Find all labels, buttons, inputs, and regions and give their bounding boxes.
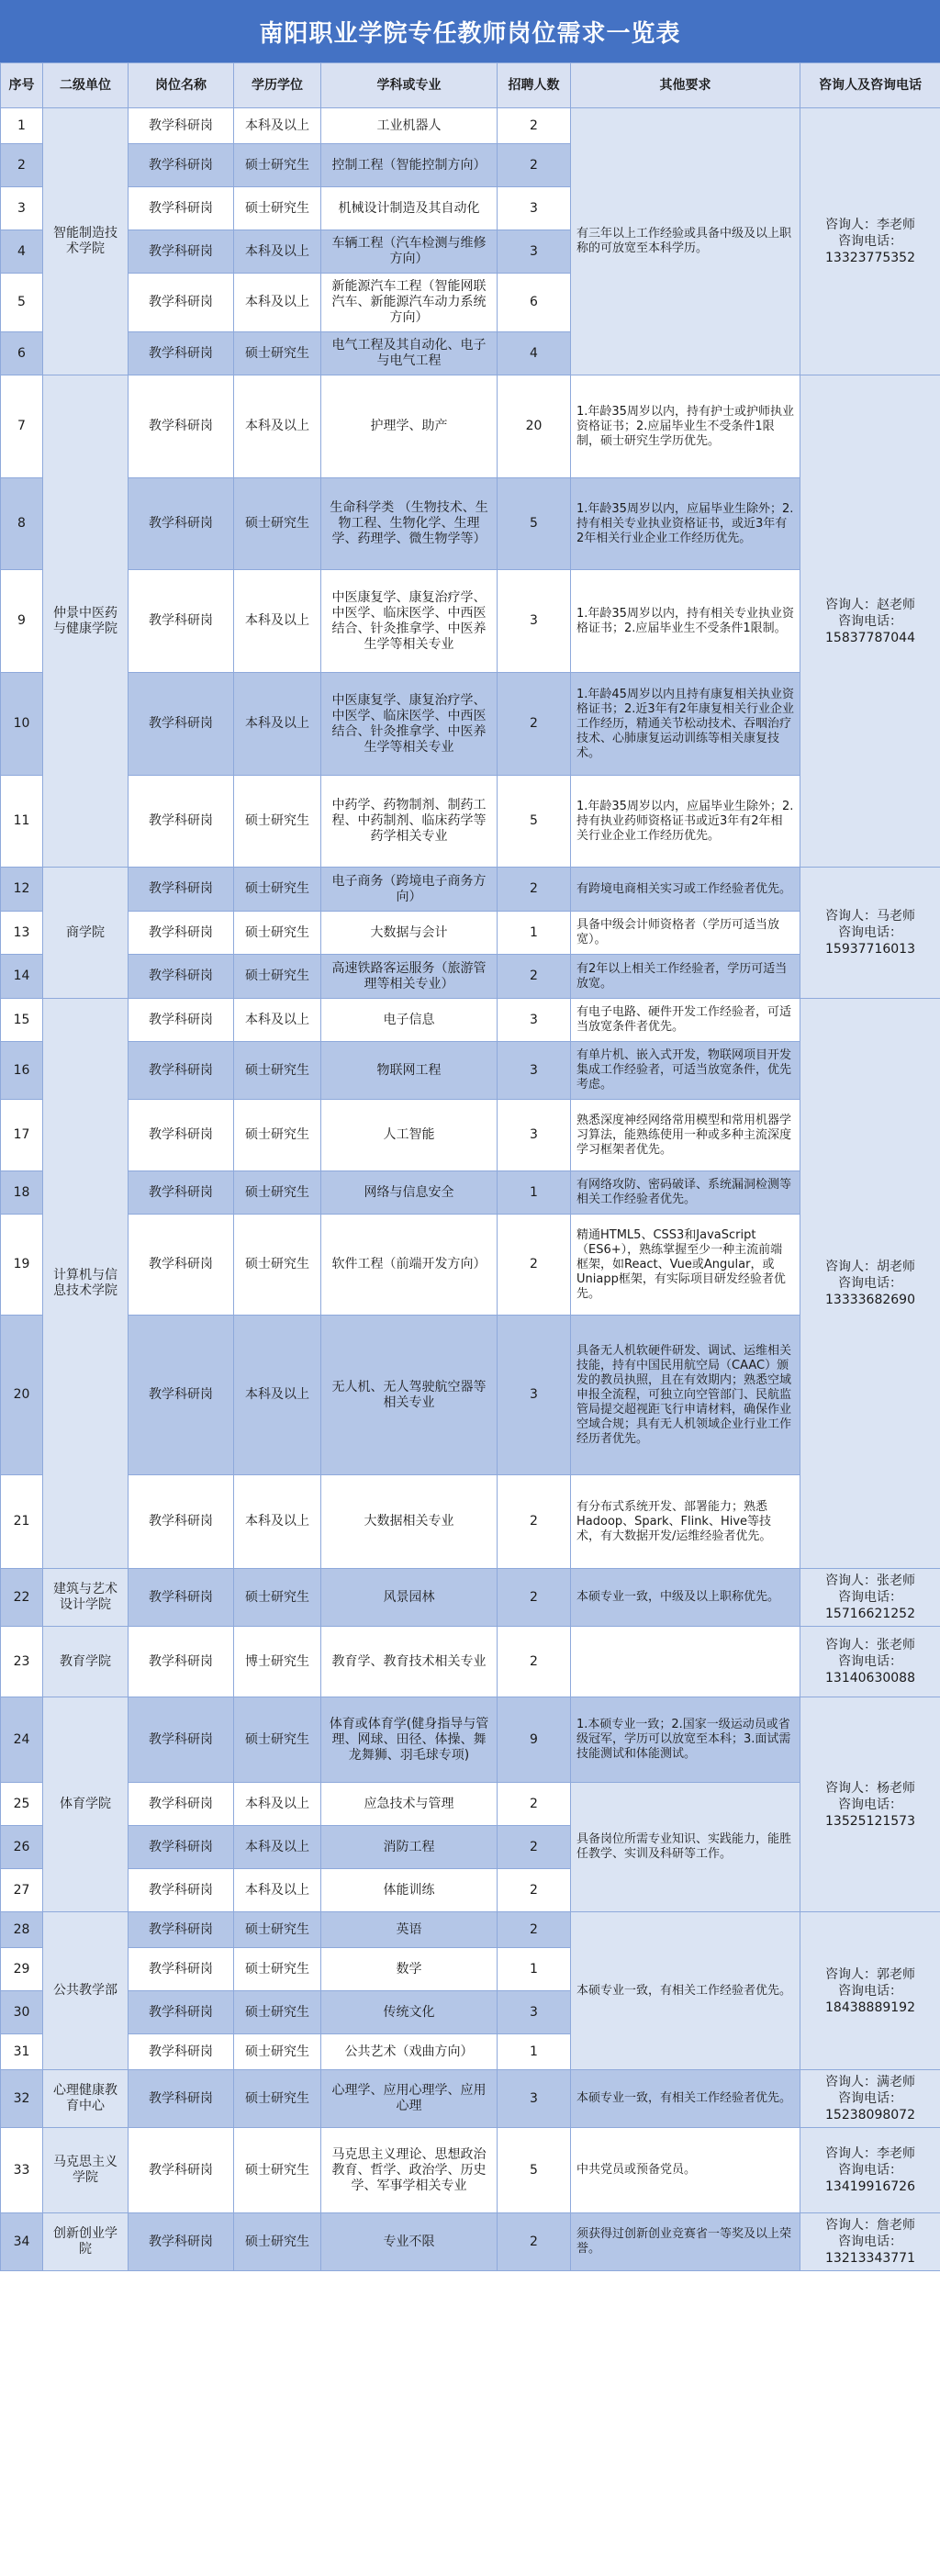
row-number: 23 [1,1627,43,1697]
major-cell: 中医康复学、康复治疗学、中医学、临床医学、中西医结合、针灸推拿学、中医养生学等相关专业 [321,570,498,673]
count-cell: 5 [498,478,571,570]
row-number: 2 [1,144,43,187]
post-cell: 教学科研岗 [129,230,234,274]
table-row [1,2070,940,2128]
contact-person: 咨询人：詹老师 [825,2218,915,2233]
contact-person: 咨询人：满老师 [825,2075,915,2089]
requirements-cell: 具备无人机软硬件研发、调试、运维相关技能，持有中国民用航空局（CAAC）颁发的教员执照，且在有效期内；熟悉空域申报全流程，可独立向空管部门、民航监管局提交超视距飞行申请材料，确保作业空域合规；具有无人机领域企业行业工作经历者优先。 [571,1316,800,1475]
post-cell: 教学科研岗 [129,1948,234,1991]
row-number: 17 [1,1100,43,1171]
education-cell: 硕士研究生 [234,1100,321,1171]
count-cell: 5 [498,776,571,868]
table-row [1,999,940,1042]
row-number: 1 [1,108,43,144]
count-cell: 2 [498,1569,571,1627]
count-cell: 3 [498,570,571,673]
row-number: 29 [1,1948,43,1991]
table-row [1,1697,940,1783]
header-no: 序号 [1,63,43,108]
post-cell: 教学科研岗 [129,274,234,332]
education-cell: 本科及以上 [234,375,321,478]
contact-cell [800,2128,940,2213]
row-number: 16 [1,1042,43,1100]
post-cell: 教学科研岗 [129,1991,234,2034]
count-cell: 2 [498,2213,571,2271]
post-cell: 教学科研岗 [129,375,234,478]
header-requirements: 其他要求 [571,63,800,108]
education-cell: 本科及以上 [234,1869,321,1912]
unit-cell: 建筑与艺术设计学院 [43,1569,129,1627]
contact-cell [800,868,940,999]
requirements-cell: 1.年龄35周岁以内，应届毕业生除外；2.持有执业药师资格证书或近3年有2年相关行业企业工作经历优先。 [571,776,800,868]
major-cell: 人工智能 [321,1100,498,1171]
row-number: 19 [1,1215,43,1316]
major-cell: 无人机、无人驾驶航空器等相关专业 [321,1316,498,1475]
row-number: 27 [1,1869,43,1912]
post-cell: 教学科研岗 [129,2128,234,2213]
contact-phone-label: 咨询电话： [838,234,902,249]
major-cell: 数学 [321,1948,498,1991]
requirements-cell: 1.年龄35周岁以内，持有护士或护师执业资格证书；2.应届毕业生不受条件1限制，硕士研究生学历优先。 [571,375,800,478]
table-row [1,1100,940,1171]
education-cell: 本科及以上 [234,1826,321,1869]
header-post: 岗位名称 [129,63,234,108]
table-row [1,570,940,673]
education-cell: 博士研究生 [234,1627,321,1697]
major-cell: 中医康复学、康复治疗学、中医学、临床医学、中西医结合、针灸推拿学、中医养生学等相关专业 [321,673,498,776]
row-number: 10 [1,673,43,776]
education-cell: 硕士研究生 [234,1171,321,1215]
major-cell: 风景园林 [321,1569,498,1627]
contact-person: 咨询人：赵老师 [825,597,915,612]
unit-cell: 智能制造技术学院 [43,108,129,375]
major-cell: 网络与信息安全 [321,1171,498,1215]
count-cell: 2 [498,1912,571,1948]
table-row [1,1042,940,1100]
contact-cell [800,108,940,375]
count-cell: 4 [498,332,571,375]
table-row [1,2128,940,2213]
requirements-cell: 有2年以上相关工作经验者，学历可适当放宽。 [571,955,800,999]
table-row [1,1215,940,1316]
row-number: 13 [1,912,43,955]
education-cell: 本科及以上 [234,230,321,274]
major-cell: 新能源汽车工程（智能网联汽车、新能源汽车动力系统方向） [321,274,498,332]
contact-phone: 15238098072 [825,2108,915,2122]
unit-cell: 马克思主义学院 [43,2128,129,2213]
contact-person: 咨询人：李老师 [825,2146,915,2161]
post-cell: 教学科研岗 [129,1869,234,1912]
requirements-cell: 精通HTML5、CSS3和JavaScript（ES6+），熟练掌握至少一种主流前端框架，如React、Vue或Angular，或Uniapp框架，有实际项目研发经验者优先。 [571,1215,800,1316]
education-cell: 本科及以上 [234,274,321,332]
major-cell: 专业不限 [321,2213,498,2271]
count-cell: 1 [498,2034,571,2070]
post-cell: 教学科研岗 [129,332,234,375]
requirements-cell: 1.年龄45周岁以内且持有康复相关执业资格证书；2.近3年有2年康复相关行业企业工作经历，精通关节松动技术、吞咽治疗技术、心肺康复运动训练等相关康复技术。 [571,673,800,776]
requirements-cell: 有分布式系统开发、部署能力；熟悉Hadoop、Spark、Flink、Hive等技术，有大数据开发/运维经验者优先。 [571,1475,800,1569]
post-cell: 教学科研岗 [129,1627,234,1697]
count-cell: 20 [498,375,571,478]
header-contact: 咨询人及咨询电话 [800,63,940,108]
contact-cell [800,1912,940,2070]
education-cell: 硕士研究生 [234,868,321,912]
post-cell: 教学科研岗 [129,1215,234,1316]
education-cell: 本科及以上 [234,108,321,144]
major-cell: 马克思主义理论、思想政治教育、哲学、政治学、历史学、军事学相关专业 [321,2128,498,2213]
header-row [1,63,940,108]
requirements-cell: 有跨境电商相关实习或工作经验者优先。 [571,868,800,912]
table-row [1,1912,940,1948]
major-cell: 软件工程（前端开发方向） [321,1215,498,1316]
count-cell: 3 [498,230,571,274]
post-cell: 教学科研岗 [129,1042,234,1100]
count-cell: 2 [498,955,571,999]
table-row [1,1627,940,1697]
post-cell: 教学科研岗 [129,868,234,912]
count-cell: 3 [498,1316,571,1475]
contact-phone: 15716621252 [825,1607,915,1621]
row-number: 32 [1,2070,43,2128]
row-number: 11 [1,776,43,868]
row-number: 20 [1,1316,43,1475]
count-cell: 3 [498,999,571,1042]
contact-phone-label: 咨询电话： [838,1590,902,1605]
post-cell: 教学科研岗 [129,187,234,230]
count-cell: 5 [498,2128,571,2213]
unit-cell: 仲景中医药与健康学院 [43,375,129,868]
contact-cell [800,2213,940,2271]
contact-phone-label: 咨询电话： [838,1276,902,1291]
education-cell: 硕士研究生 [234,2213,321,2271]
count-cell: 1 [498,912,571,955]
table-row [1,673,940,776]
contact-phone: 13525121573 [825,1813,915,1829]
education-cell: 硕士研究生 [234,1948,321,1991]
education-cell: 本科及以上 [234,1475,321,1569]
post-cell: 教学科研岗 [129,1100,234,1171]
page-title: 南阳职业学院专任教师岗位需求一览表 [0,0,940,62]
count-cell: 6 [498,274,571,332]
count-cell: 3 [498,1042,571,1100]
count-cell: 9 [498,1697,571,1783]
contact-phone: 13333682690 [825,1293,915,1307]
table-row [1,955,940,999]
requirements-cell: 本硕专业一致，有相关工作经验者优先。 [571,2070,800,2128]
major-cell: 大数据与会计 [321,912,498,955]
contact-cell [800,1569,940,1627]
post-cell: 教学科研岗 [129,1697,234,1783]
major-cell: 体育或体育学(健身指导与管理、网球、田径、体操、舞龙舞狮、羽毛球专项) [321,1697,498,1783]
requirements-cell: 本硕专业一致，中级及以上职称优先。 [571,1569,800,1627]
contact-phone-label: 咨询电话： [838,1797,902,1812]
row-number: 34 [1,2213,43,2271]
post-cell: 教学科研岗 [129,955,234,999]
requirements-cell: 1.本硕专业一致；2.国家一级运动员或省级冠军，学历可以放宽至本科；3.面试需技能测试和体能测试。 [571,1697,800,1783]
table-row [1,1475,940,1569]
table-row [1,1569,940,1627]
post-cell: 教学科研岗 [129,1316,234,1475]
positions-body [1,108,940,2271]
header-education: 学历学位 [234,63,321,108]
education-cell: 本科及以上 [234,673,321,776]
education-cell: 本科及以上 [234,1783,321,1826]
requirements-cell: 有网络攻防、密码破译、系统漏洞检测等相关工作经验者优先。 [571,1171,800,1215]
table-row [1,776,940,868]
row-number: 30 [1,1991,43,2034]
education-cell: 硕士研究生 [234,955,321,999]
table-row [1,1171,940,1215]
education-cell: 硕士研究生 [234,2128,321,2213]
count-cell: 2 [498,1215,571,1316]
major-cell: 大数据相关专业 [321,1475,498,1569]
unit-cell: 商学院 [43,868,129,999]
major-cell: 生命科学类 （生物技术、生物工程、生物化学、生理学、药理学、微生物学等） [321,478,498,570]
contact-cell [800,375,940,868]
education-cell: 硕士研究生 [234,2070,321,2128]
major-cell: 电子商务（跨境电子商务方向） [321,868,498,912]
requirements-cell [571,1627,800,1697]
major-cell: 车辆工程（汽车检测与维修方向） [321,230,498,274]
major-cell: 应急技术与管理 [321,1783,498,1826]
post-cell: 教学科研岗 [129,1171,234,1215]
major-cell: 中药学、药物制剂、制药工程、中药制剂、临床药学等药学相关专业 [321,776,498,868]
contact-person: 咨询人：李老师 [825,218,915,232]
post-cell: 教学科研岗 [129,1912,234,1948]
requirements-cell: 中共党员或预备党员。 [571,2128,800,2213]
post-cell: 教学科研岗 [129,673,234,776]
row-number: 28 [1,1912,43,1948]
education-cell: 硕士研究生 [234,2034,321,2070]
row-number: 15 [1,999,43,1042]
education-cell: 硕士研究生 [234,187,321,230]
major-cell: 机械设计制造及其自动化 [321,187,498,230]
major-cell: 控制工程（智能控制方向） [321,144,498,187]
count-cell: 2 [498,1627,571,1697]
row-number: 12 [1,868,43,912]
requirements-cell: 1.年龄35周岁以内，持有相关专业执业资格证书；2.应届毕业生不受条件1限制。 [571,570,800,673]
post-cell: 教学科研岗 [129,2070,234,2128]
row-number: 33 [1,2128,43,2213]
requirements-cell: 须获得过创新创业竞赛省一等奖及以上荣誉。 [571,2213,800,2271]
row-number: 3 [1,187,43,230]
major-cell: 公共艺术（戏曲方向） [321,2034,498,2070]
post-cell: 教学科研岗 [129,144,234,187]
header-unit: 二级单位 [43,63,129,108]
post-cell: 教学科研岗 [129,1475,234,1569]
count-cell: 2 [498,1869,571,1912]
table-row [1,478,940,570]
education-cell: 本科及以上 [234,1316,321,1475]
major-cell: 传统文化 [321,1991,498,2034]
unit-cell: 心理健康教育中心 [43,2070,129,2128]
major-cell: 心理学、应用心理学、应用心理 [321,2070,498,2128]
education-cell: 本科及以上 [234,999,321,1042]
row-number: 4 [1,230,43,274]
contact-phone-label: 咨询电话： [838,2163,902,2178]
requirements-cell: 1.年龄35周岁以内，应届毕业生除外；2.持有相关专业执业资格证书，或近3年有2年相关行业企业工作经历优先。 [571,478,800,570]
contact-phone-label: 咨询电话： [838,925,902,940]
table-row [1,108,940,144]
contact-person: 咨询人：张老师 [825,1574,915,1588]
contact-phone: 18438889192 [825,1999,915,2015]
row-number: 24 [1,1697,43,1783]
education-cell: 硕士研究生 [234,1569,321,1627]
major-cell: 电气工程及其自动化、电子与电气工程 [321,332,498,375]
post-cell: 教学科研岗 [129,108,234,144]
count-cell: 2 [498,1475,571,1569]
table-row [1,2213,940,2271]
post-cell: 教学科研岗 [129,1569,234,1627]
post-cell: 教学科研岗 [129,1826,234,1869]
requirements-cell: 具备岗位所需专业知识、实践能力，能胜任教学、实训及科研等工作。 [571,1783,800,1912]
unit-cell: 体育学院 [43,1697,129,1912]
contact-cell [800,999,940,1569]
count-cell: 2 [498,1783,571,1826]
count-cell: 2 [498,144,571,187]
count-cell: 2 [498,1826,571,1869]
contact-phone: 15837787044 [825,630,915,645]
education-cell: 硕士研究生 [234,1042,321,1100]
education-cell: 硕士研究生 [234,1991,321,2034]
count-cell: 3 [498,187,571,230]
contact-person: 咨询人：杨老师 [825,1780,915,1796]
contact-phone-label: 咨询电话： [838,1654,902,1669]
count-cell: 2 [498,108,571,144]
contact-phone-label: 咨询电话： [838,2091,902,2106]
education-cell: 硕士研究生 [234,144,321,187]
major-cell: 体能训练 [321,1869,498,1912]
requirements-cell: 有单片机、嵌入式开发，物联网项目开发集成工作经验者，可适当放宽条件，优先考虑。 [571,1042,800,1100]
requirements-cell: 熟悉深度神经网络常用模型和常用机器学习算法，能熟练使用一种或多种主流深度学习框架者优先。 [571,1100,800,1171]
major-cell: 教育学、教育技术相关专业 [321,1627,498,1697]
contact-phone: 13140630088 [825,1671,915,1686]
contact-cell [800,1627,940,1697]
requirements-cell: 本硕专业一致，有相关工作经验者优先。 [571,1912,800,2070]
count-cell: 3 [498,2070,571,2128]
post-cell: 教学科研岗 [129,776,234,868]
contact-person: 咨询人：郭老师 [825,1966,915,1982]
post-cell: 教学科研岗 [129,478,234,570]
count-cell: 3 [498,1100,571,1171]
contact-phone: 15937716013 [825,942,915,957]
major-cell: 英语 [321,1912,498,1948]
post-cell: 教学科研岗 [129,2034,234,2070]
education-cell: 本科及以上 [234,570,321,673]
row-number: 31 [1,2034,43,2070]
unit-cell: 创新创业学院 [43,2213,129,2271]
contact-cell [800,2070,940,2128]
table-row [1,868,940,912]
row-number: 26 [1,1826,43,1869]
positions-table [0,62,940,2271]
unit-cell: 计算机与信息技术学院 [43,999,129,1569]
count-cell: 1 [498,1171,571,1215]
header-major: 学科或专业 [321,63,498,108]
unit-cell: 公共教学部 [43,1912,129,2070]
contact-phone: 13213343771 [825,2251,915,2266]
row-number: 22 [1,1569,43,1627]
education-cell: 硕士研究生 [234,1215,321,1316]
row-number: 14 [1,955,43,999]
row-number: 5 [1,274,43,332]
major-cell: 电子信息 [321,999,498,1042]
major-cell: 消防工程 [321,1826,498,1869]
education-cell: 硕士研究生 [234,1912,321,1948]
major-cell: 护理学、助产 [321,375,498,478]
post-cell: 教学科研岗 [129,1783,234,1826]
contact-cell [800,1697,940,1912]
unit-cell: 教育学院 [43,1627,129,1697]
count-cell: 2 [498,673,571,776]
table-row [1,912,940,955]
row-number: 18 [1,1171,43,1215]
table-row [1,375,940,478]
header-count: 招聘人数 [498,63,571,108]
contact-phone: 13419916726 [825,2179,915,2194]
contact-person: 咨询人：胡老师 [825,1260,915,1274]
contact-phone: 13323775352 [825,251,915,265]
education-cell: 硕士研究生 [234,1697,321,1783]
row-number: 25 [1,1783,43,1826]
count-cell: 3 [498,1991,571,2034]
education-cell: 硕士研究生 [234,776,321,868]
row-number: 7 [1,375,43,478]
row-number: 8 [1,478,43,570]
contact-person: 咨询人：马老师 [825,909,915,924]
row-number: 9 [1,570,43,673]
education-cell: 硕士研究生 [234,478,321,570]
requirements-cell: 有三年以上工作经验或具备中级及以上职称的可放宽至本科学历。 [571,108,800,375]
contact-phone-label: 咨询电话： [838,2234,902,2249]
count-cell: 1 [498,1948,571,1991]
education-cell: 硕士研究生 [234,912,321,955]
row-number: 6 [1,332,43,375]
row-number: 21 [1,1475,43,1569]
table-row [1,1316,940,1475]
contact-phone-label: 咨询电话： [838,1983,902,1999]
major-cell: 高速铁路客运服务（旅游管理等相关专业） [321,955,498,999]
major-cell: 物联网工程 [321,1042,498,1100]
requirements-cell: 具备中级会计师资格者（学历可适当放宽）。 [571,912,800,955]
post-cell: 教学科研岗 [129,2213,234,2271]
requirements-cell: 有电子电路、硬件开发工作经验者，可适当放宽条件者优先。 [571,999,800,1042]
contact-phone-label: 咨询电话： [838,613,902,629]
post-cell: 教学科研岗 [129,570,234,673]
major-cell: 工业机器人 [321,108,498,144]
post-cell: 教学科研岗 [129,912,234,955]
contact-person: 咨询人：张老师 [825,1638,915,1652]
post-cell: 教学科研岗 [129,999,234,1042]
education-cell: 硕士研究生 [234,332,321,375]
table-row [1,1783,940,1826]
count-cell: 2 [498,868,571,912]
